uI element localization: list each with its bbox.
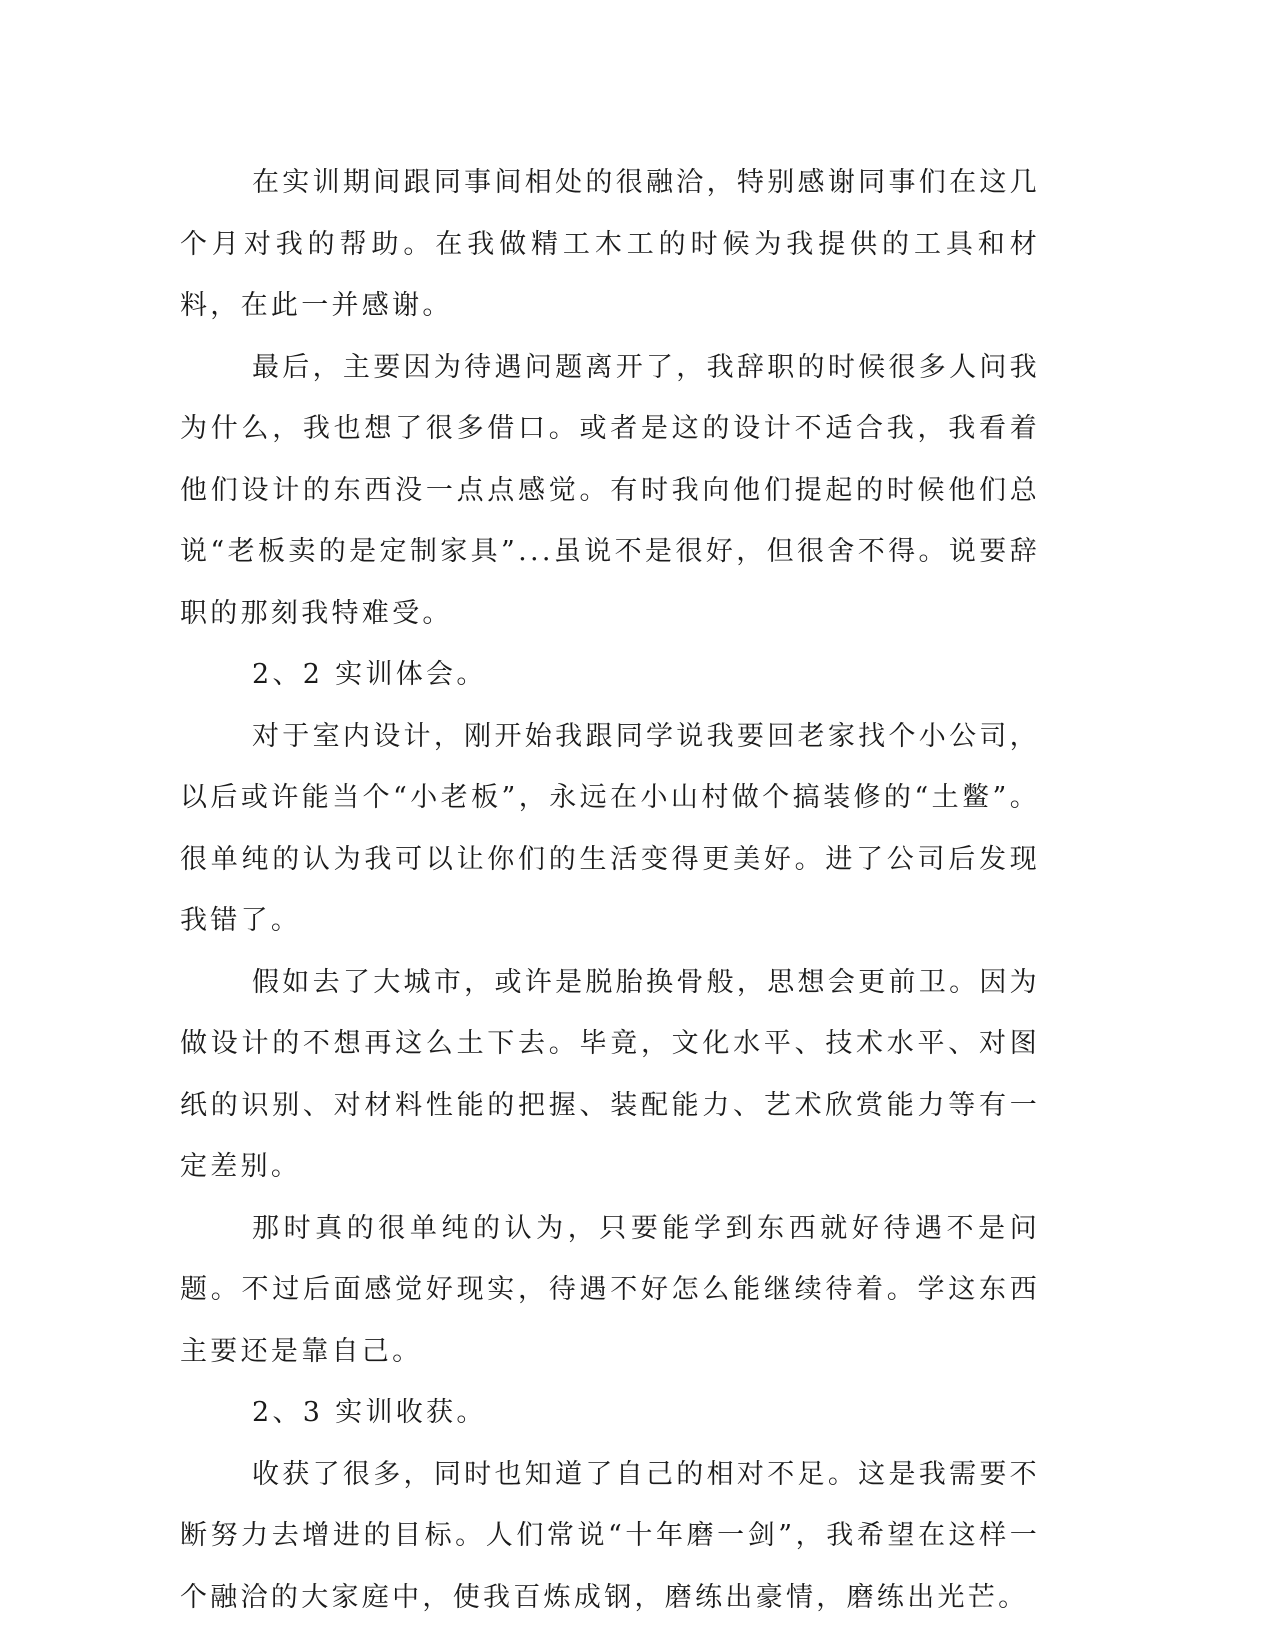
paragraph-interior-design: 对于室内设计，刚开始我跟同学说我要回老家找个小公司，以后或许能当个“小老板”，永远在小山村做个搞装修的“土鳖”。很单纯的认为我可以让你们的生活变得更美好。进了公司后发现我错了。	[180, 720, 1040, 936]
section-heading-2-3: 2、3 实训收获。	[252, 1397, 487, 1428]
paragraph-reality: 那时真的很单纯的认为，只要能学到东西就好待遇不是问题。不过后面感觉好现实，待遇不好怎么能继续待着。学这东西主要还是靠自己。	[180, 1212, 1040, 1367]
document-body	[180, 152, 1040, 1628]
section-heading-2-2: 2、2 实训体会。	[252, 659, 487, 690]
paragraph-leaving-job: 最后，主要因为待遇问题离开了，我辞职的时候很多人问我为什么，我也想了很多借口。或者是这的设计不适合我，我看着他们设计的东西没一点点感觉。有时我向他们提起的时候他们总说“老板卖的是定制家具”...虽说不是很好，但很舍不得。说要辞职的那刻我特难受。	[180, 351, 1040, 629]
paragraph-big-city: 假如去了大城市，或许是脱胎换骨般，思想会更前卫。因为做设计的不想再这么土下去。毕竟，文化水平、技术水平、对图纸的识别、对材料性能的把握、装配能力、艺术欣赏能力等有一定差别。	[180, 966, 1040, 1182]
paragraph-gains: 收获了很多，同时也知道了自己的相对不足。这是我需要不断努力去增进的目标。人们常说“十年磨一剑”，我希望在这样一个融洽的大家庭中，使我百炼成钢，磨练出豪情，磨练出光芒。	[180, 1458, 1040, 1613]
paragraph-thanks-colleagues: 在实训期间跟同事间相处的很融洽，特别感谢同事们在这几个月对我的帮助。在我做精工木工的时候为我提供的工具和材料，在此一并感谢。	[180, 167, 1040, 321]
